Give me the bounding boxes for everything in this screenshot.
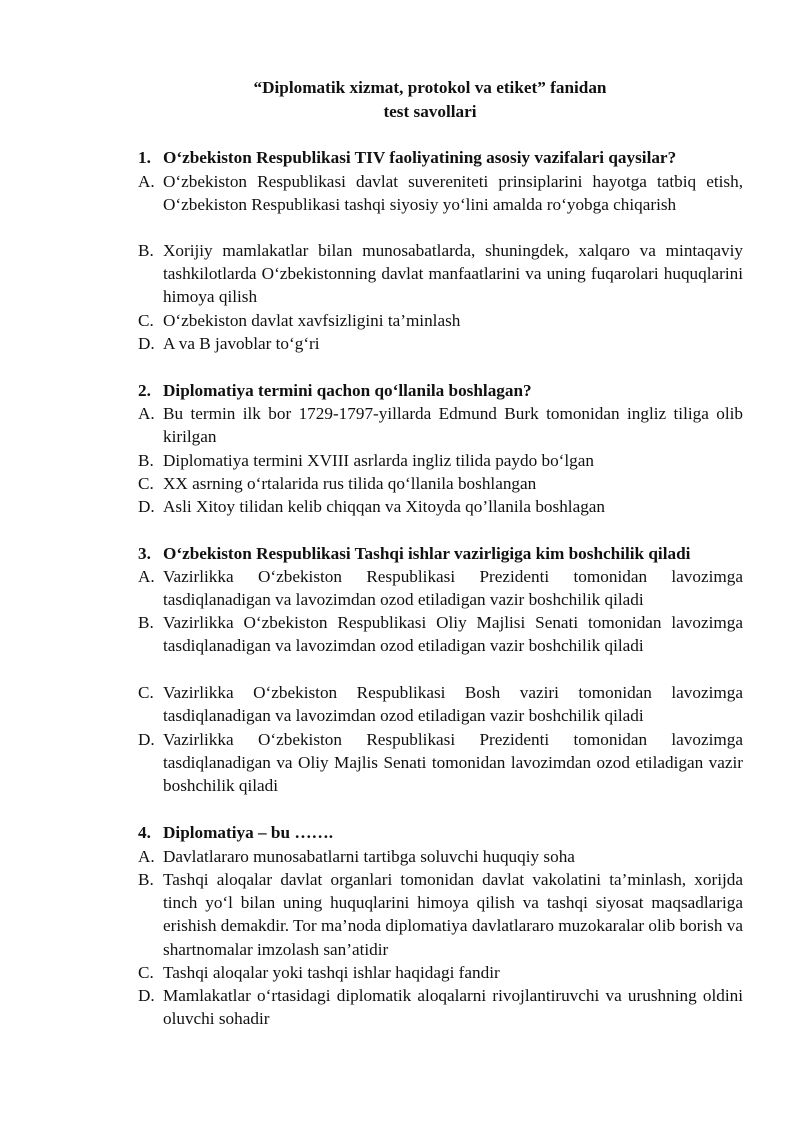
option-label: B. [138, 613, 154, 632]
option-label: A. [138, 847, 155, 866]
option-text: Vazirlikka O‘zbekiston Respublikasi Bosh vaziri tomonidan lavozimga tasdiqlanadigan va lavozimdan ozod etiladigan vazir boshchilik qiladi [163, 683, 743, 726]
option-2b [138, 449, 743, 472]
option-label: B. [138, 451, 154, 470]
question-3 [138, 542, 758, 565]
option-1d [138, 332, 743, 355]
option-label: D. [138, 730, 155, 749]
option-2d [138, 495, 743, 518]
option-text: O‘zbekiston Respublikasi davlat suvereniteti prinsiplarini hayotga tatbiq etish, O‘zbekiston Respublikasi tashqi siyosiy yo‘lini amalda ro‘yobga chiqarish [163, 172, 743, 215]
question-number: 4. [138, 823, 151, 842]
option-3c [138, 681, 743, 727]
option-label: A. [138, 172, 155, 191]
question-number: 3. [138, 544, 151, 563]
option-label: B. [138, 870, 154, 889]
option-1a [138, 170, 743, 216]
option-label: C. [138, 963, 154, 982]
question-text: O‘zbekiston Respublikasi TIV faoliyatining asosiy vazifalari qaysilar? [163, 148, 677, 167]
question-text: Diplomatiya termini qachon qo‘llanila boshlagan? [163, 381, 532, 400]
option-label: C. [138, 683, 154, 702]
option-label: D. [138, 986, 155, 1005]
option-text: Davlatlararo munosabatlarni tartibga soluvchi huquqiy soha [163, 847, 575, 866]
option-1b [138, 239, 743, 309]
question-2 [138, 379, 758, 402]
option-text: XX asrning o‘rtalarida rus tilida qo‘llanila boshlangan [163, 474, 537, 493]
question-text: O‘zbekiston Respublikasi Tashqi ishlar vazirligiga kim boshchilik qiladi [163, 544, 691, 563]
option-label: A. [138, 404, 155, 423]
option-2a [138, 402, 743, 448]
question-4 [138, 821, 758, 844]
question-number: 1. [138, 148, 151, 167]
option-label: C. [138, 311, 154, 330]
option-text: Vazirlikka O‘zbekiston Respublikasi Prezidenti tomonidan lavozimga tasdiqlanadigan va Oliy Majlis Senati tomonidan lavozimdan ozod etiladigan vazir boshchilik qiladi [163, 730, 743, 796]
question-number: 2. [138, 381, 151, 400]
option-4c [138, 961, 743, 984]
option-4d [138, 984, 743, 1030]
option-4b [138, 868, 743, 961]
option-text: Xorijiy mamlakatlar bilan munosabatlarda, shuningdek, xalqaro va mintaqaviy tashkilotlarda O‘zbekistonning davlat manfaatlarini va uning fuqarolari huquqlarini himoya qilish [163, 241, 743, 307]
question-text: Diplomatiya – bu ……. [163, 823, 333, 842]
option-label: A. [138, 567, 155, 586]
question-1 [138, 146, 758, 169]
option-1c [138, 309, 743, 332]
option-text: Asli Xitoy tilidan kelib chiqqan va Xitoyda qo’llanila boshlagan [163, 497, 606, 516]
option-3b [138, 611, 743, 657]
document-subtitle: test savollari [383, 102, 477, 121]
option-text: Vazirlikka O‘zbekiston Respublikasi Prezidenti tomonidan lavozimga tasdiqlanadigan va lavozimdan ozod etiladigan vazir boshchilik qiladi [163, 567, 743, 610]
option-text: Bu termin ilk bor 1729-1797-yillarda Edmund Burk tomonidan ingliz tiliga olib kirilgan [163, 404, 743, 447]
document-title: “Diplomatik xizmat, protokol va etiket” fanidan [253, 78, 607, 97]
option-text: O‘zbekiston davlat xavfsizligini ta’minlash [163, 311, 461, 330]
option-text: Tashqi aloqalar yoki tashqi ishlar haqidagi fandir [163, 963, 500, 982]
option-label: C. [138, 474, 154, 493]
option-label: D. [138, 334, 155, 353]
option-text: Diplomatiya termini XVIII asrlarda ingliz tilida paydo bo‘lgan [163, 451, 594, 470]
option-3d [138, 728, 743, 798]
option-2c [138, 472, 743, 495]
option-text: A va B javoblar to‘g‘ri [163, 334, 320, 353]
option-text: Mamlakatlar o‘rtasidagi diplomatik aloqalarni rivojlantiruvchi va urushning oldini oluvchi sohadir [163, 986, 743, 1029]
option-label: D. [138, 497, 155, 516]
option-text: Vazirlikka O‘zbekiston Respublikasi Oliy Majlisi Senati tomonidan lavozimga tasdiqlanadigan va lavozimdan ozod etiladigan vazir boshchilik qiladi [163, 613, 743, 656]
option-text: Tashqi aloqalar davlat organlari tomonidan davlat vakolatini ta’minlash, xorijda tinch yo‘l bilan uning huquqlarini himoya qilish va tashqi siyosat maqsadlariga erishish demakdir. Tor ma’noda diplomatiya davlatlararo muzokaralar olib borish va shartnomalar imzolash san’atidir [163, 870, 743, 959]
option-3a [138, 565, 743, 611]
option-label: B. [138, 241, 154, 260]
option-4a [138, 845, 743, 868]
